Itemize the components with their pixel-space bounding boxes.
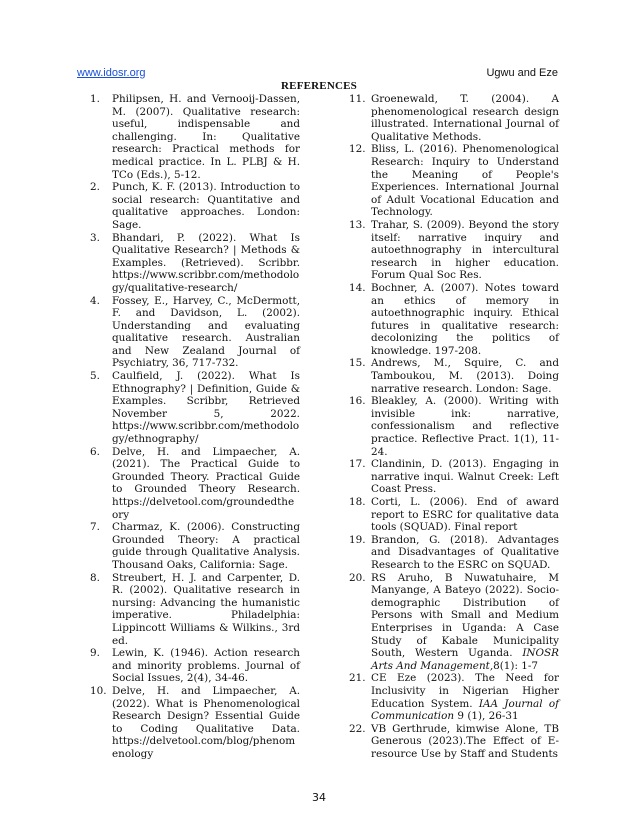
reference-text: CE Eze (2023). The Need for Inclusivity in Nigerian Higher Education System.	[371, 672, 559, 710]
reference-number: 16.	[349, 395, 366, 408]
reference-text: Corti, L. (2006). End of award report to ESRC for qualitative data tools (SQUAD). Final report	[371, 496, 559, 534]
reference-number: 3.	[90, 231, 100, 244]
reference-item-22	[349, 723, 559, 761]
reference-item-21	[349, 672, 559, 722]
reference-number: 6.	[90, 445, 100, 458]
reference-item-12	[349, 143, 559, 219]
reference-item-5	[90, 370, 300, 446]
reference-item-17	[349, 458, 559, 496]
reference-text: Streubert, H. J. and Carpenter, D. R. (2002). Qualitative research in nursing: Advancing the humanistic imperative. Philadelphia: Lippincott Williams & Wilkins., 3rd ed.	[112, 571, 300, 647]
page-number: 34	[312, 791, 326, 804]
reference-item-13	[349, 219, 559, 282]
reference-text: Lewin, K. (1946). Action research and minority problems. Journal of Social Issues, 2(4), 34-46.	[112, 647, 300, 685]
reference-item-9	[90, 647, 300, 685]
reference-text: Andrews, M., Squire, C. and Tamboukou, M. (2013). Doing narrative research. London: Sage.	[371, 357, 559, 395]
reference-text: Bochner, A. (2007). Notes toward an ethics of memory in autoethnographic inquiry. Ethical futures in qualitative research: decolonizing the politics of knowledge. 197-208.	[371, 281, 559, 357]
reference-text: Fossey, E., Harvey, C., McDermott, F. and Davidson, L. (2002). Understanding and evaluating qualitative research. Australian and New Zealand Journal of Psychiatry, 36, 717-732.	[112, 294, 300, 370]
website-link[interactable]: www.idosr.org	[77, 67, 146, 79]
reference-number: 21.	[349, 672, 366, 685]
reference-item-6	[90, 446, 300, 522]
reference-number: 10.	[90, 684, 107, 697]
reference-volume: 8(1): 1-7	[493, 659, 539, 672]
reference-number: 17.	[349, 458, 366, 471]
reference-item-7	[90, 521, 300, 571]
reference-text: Bleakley, A. (2000). Writing with invisible ink: narrative, confessionalism and reflective practice. Reflective Pract. 1(1), 11-24.	[371, 395, 559, 458]
reference-number: 18.	[349, 496, 366, 508]
reference-item-3	[90, 232, 300, 295]
reference-text: Brandon, G. (2018). Advantages and Disadvantages of Qualitative Research to the ESRC on SQUAD.	[371, 533, 559, 571]
references-column-right	[349, 93, 559, 760]
reference-number: 20.	[349, 571, 366, 584]
reference-text: Caulfield, J. (2022). What Is Ethnography? | Definition, Guide & Examples. Scribbr, Retrieved November 5, 2022. https://www.scribbr.com/methodology/ethnography/	[112, 370, 300, 446]
reference-text: Groenewald, T. (2004). A phenomenological research design illustrated. International Journal of Qualitative Methods.	[371, 93, 559, 143]
reference-item-15	[349, 357, 559, 395]
reference-number: 1.	[90, 93, 100, 105]
reference-number: 19.	[349, 533, 366, 546]
reference-text: Punch, K. F. (2013). Introduction to social research: Quantitative and qualitative approaches. London: Sage.	[112, 181, 300, 231]
references-column-left	[90, 93, 300, 760]
reference-text: Philipsen, H. and Vernooij-Dassen, M. (2007). Qualitative research: useful, indispensable and challenging. In: Qualitative research: Practical methods for medical practice. In L. PLBJ & H. TCo (Eds.), 5-12.	[112, 93, 300, 181]
reference-number: 15.	[349, 357, 366, 370]
reference-item-2	[90, 181, 300, 231]
reference-text: Clandinin, D. (2013). Engaging in narrative inqui. Walnut Creek: Left Coast Press.	[371, 458, 559, 496]
reference-text: Charmaz, K. (2006). Constructing Grounded Theory: A practical guide through Qualitative Analysis. Thousand Oaks, California: Sage.	[112, 521, 300, 571]
reference-item-8	[90, 572, 300, 648]
reference-text: Bliss, L. (2016). Phenomenological Research: Inquiry to Understand the Meaning of People's Experiences. International Journal of Adult Vocational Education and Technology.	[371, 143, 559, 219]
reference-text: Trahar, S. (2009). Beyond the story itself: narrative inquiry and autoethnography in intercultural research in higher education. Forum Qual Soc Res.	[371, 218, 559, 282]
reference-text: Bhandari, P. (2022). What Is Qualitative Research? | Methods & Examples. (Retrieved). Scribbr. https://www.scribbr.com/methodology/qualitative-research/	[112, 231, 300, 294]
reference-number: 11.	[349, 93, 366, 105]
reference-number: 8.	[90, 571, 100, 584]
reference-item-14	[349, 282, 559, 358]
reference-text: RS Aruho, B Nuwatuhaire, M Manyange, A Bateyo (2022). Socio-demographic Distribution of Persons with Small and Medium Enterprises in Uganda: A Case Study of Kabale Municipality South, Western Uganda.	[371, 571, 559, 660]
reference-number: 5.	[90, 370, 100, 383]
reference-item-4	[90, 295, 300, 371]
reference-item-11	[349, 93, 559, 143]
running-header-authors: Ugwu and Eze	[486, 67, 558, 79]
reference-number: 7.	[90, 521, 100, 534]
reference-item-18	[349, 496, 559, 534]
reference-item-10	[90, 685, 300, 761]
reference-item-19	[349, 534, 559, 572]
reference-list-right	[349, 93, 559, 760]
reference-volume: 9 (1), 26-31	[457, 710, 519, 723]
reference-text: Delve, H. and Limpaecher, A. (2022). What is Phenomenological Research Design? Essential Guide to Coding Qualitative Data. https://delvetool.com/blog/phenomenology	[112, 684, 300, 760]
reference-number: 9.	[90, 647, 100, 660]
reference-number: 22.	[349, 722, 366, 735]
reference-item-16	[349, 395, 559, 458]
reference-text: VB Gerthrude, kimwise Alone, TB Generous (2023).The Effect of E-resource Use by Staff and Students	[371, 722, 559, 760]
reference-journal: INOSR Arts And Management,	[371, 647, 559, 672]
reference-text: Delve, H. and Limpaecher, A. (2021). The Practical Guide to Grounded Theory. Practical Guide to Grounded Theory Research. https://delvetool.com/groundedtheory	[112, 445, 300, 521]
reference-number: 12.	[349, 143, 366, 156]
reference-number: 14.	[349, 281, 366, 294]
reference-number: 13.	[349, 218, 366, 231]
reference-list-left	[90, 93, 300, 760]
reference-number: 4.	[90, 294, 100, 307]
reference-item-1	[90, 93, 300, 181]
reference-item-20	[349, 572, 559, 673]
section-title: REFERENCES	[281, 80, 357, 92]
reference-number: 2.	[90, 181, 100, 194]
reference-journal: IAA Journal of Communication	[371, 697, 559, 723]
